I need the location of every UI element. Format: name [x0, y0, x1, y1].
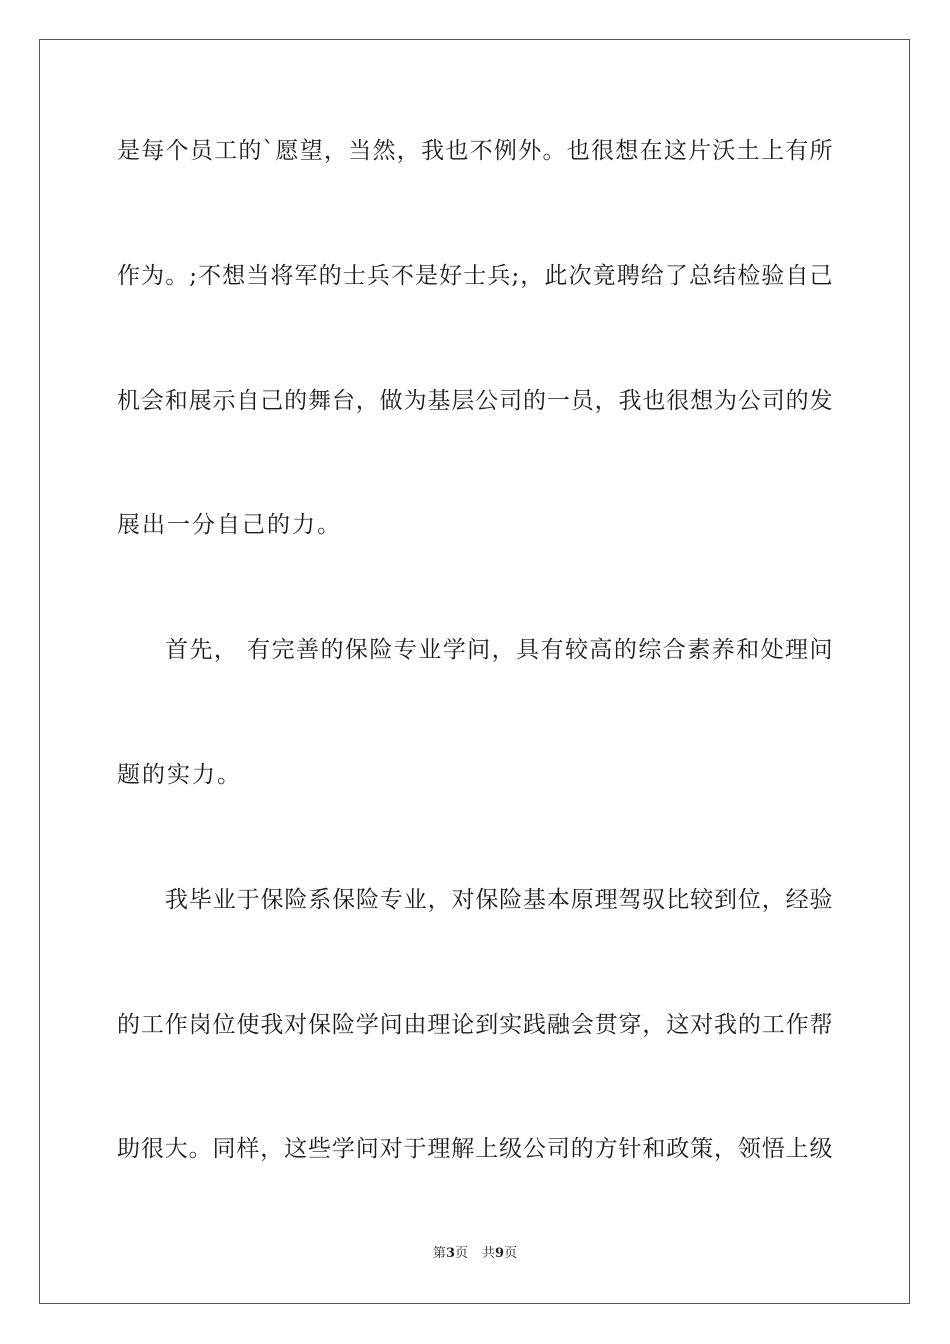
text-line-5: 首先， 有完善的保险专业学问，具有较高的综合素养和处理问 [165, 637, 833, 663]
footer-page-suffix: 页 [454, 1246, 468, 1261]
text-line-3: 机会和展示自己的舞台，做为基层公司的一员，我也很想为公司的发 [117, 388, 833, 414]
page-border [39, 39, 910, 1304]
text-line-6: 题的实力。 [117, 762, 242, 788]
footer-page-current: 3 [445, 1246, 455, 1261]
footer-total-prefix: 共 [482, 1246, 496, 1261]
footer-total-suffix: 页 [504, 1246, 518, 1261]
footer-page-total: 9 [495, 1246, 505, 1261]
text-line-1: 是每个员工的`愿望，当然，我也不例外。也很想在这片沃土上有所 [117, 138, 833, 164]
text-line-7: 我毕业于保险系保险专业，对保险基本原理驾驭比较到位，经验 [165, 887, 833, 913]
text-line-9: 助很大。同样，这些学问对于理解上级公司的方针和政策，领悟上级 [117, 1136, 833, 1162]
text-line-2: 作为。;不想当将军的士兵不是好士兵;，此次竟聘给了总结检验自己 [117, 263, 833, 289]
text-line-8: 的工作岗位使我对保险学问由理论到实践融会贯穿，这对我的工作帮 [117, 1012, 833, 1038]
page-footer [0, 1245, 950, 1263]
footer-page-prefix: 第 [432, 1246, 446, 1261]
text-line-4: 展出一分自己的力。 [117, 512, 342, 538]
